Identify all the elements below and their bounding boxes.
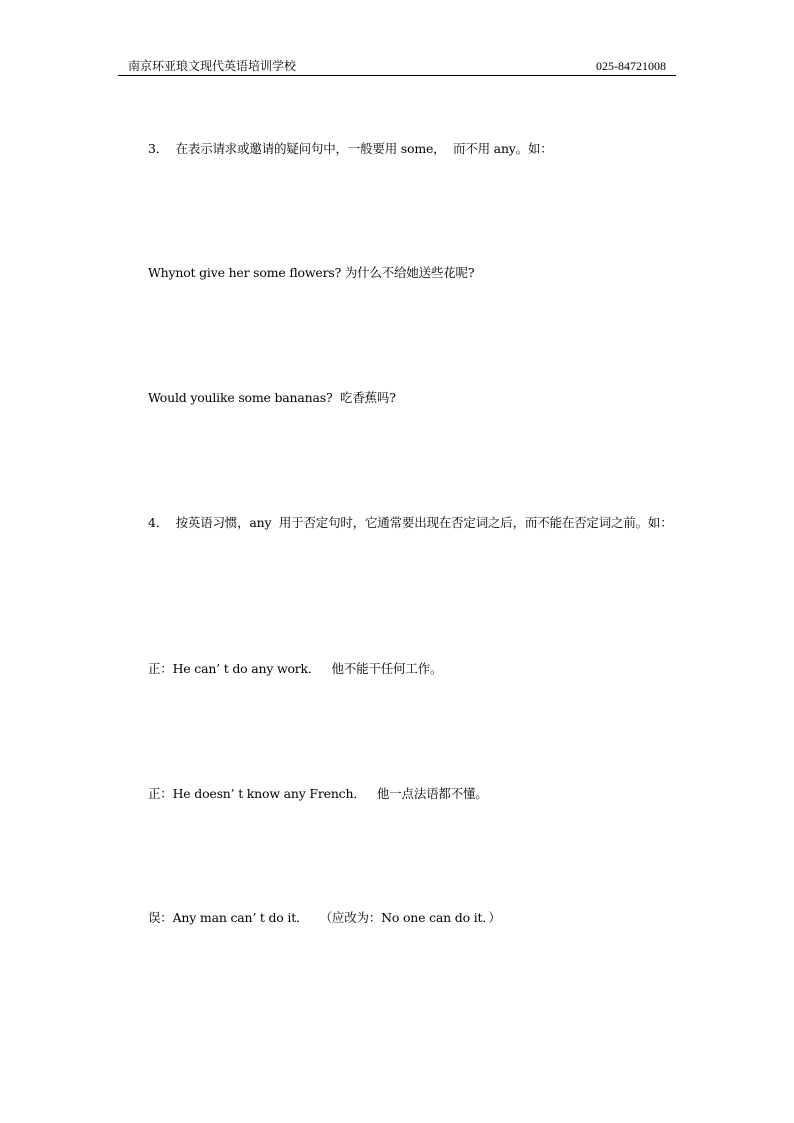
paragraph-rule-4: 4． 按英语习惯，any 用于否定句时，它通常要出现在否定词之后，而不能在否定词之前。如：: [148, 515, 673, 530]
example-bananas: Would youlike some bananas? 吃香蕉吗?: [148, 390, 396, 405]
example-wrong: 误：Any man can’ t do it． （应改为：No one can do it．）: [148, 910, 501, 925]
example-correct-french: 正：He doesn’ t know any French． 他一点法语都不懂。: [148, 786, 488, 801]
page-header: [118, 58, 676, 76]
school-name: 南京环亚琅文现代英语培训学校: [128, 59, 297, 73]
paragraph-rule-3: 3． 在表示请求或邀请的疑问句中，一般要用 some， 而不用 any。如：: [148, 141, 553, 156]
example-correct-work: 正：He can’ t do any work． 他不能干任何工作。: [148, 661, 443, 676]
phone-number: 025-84721008: [596, 59, 666, 73]
example-flowers: Whynot give her some flowers? 为什么不给她送些花呢?: [148, 265, 475, 280]
